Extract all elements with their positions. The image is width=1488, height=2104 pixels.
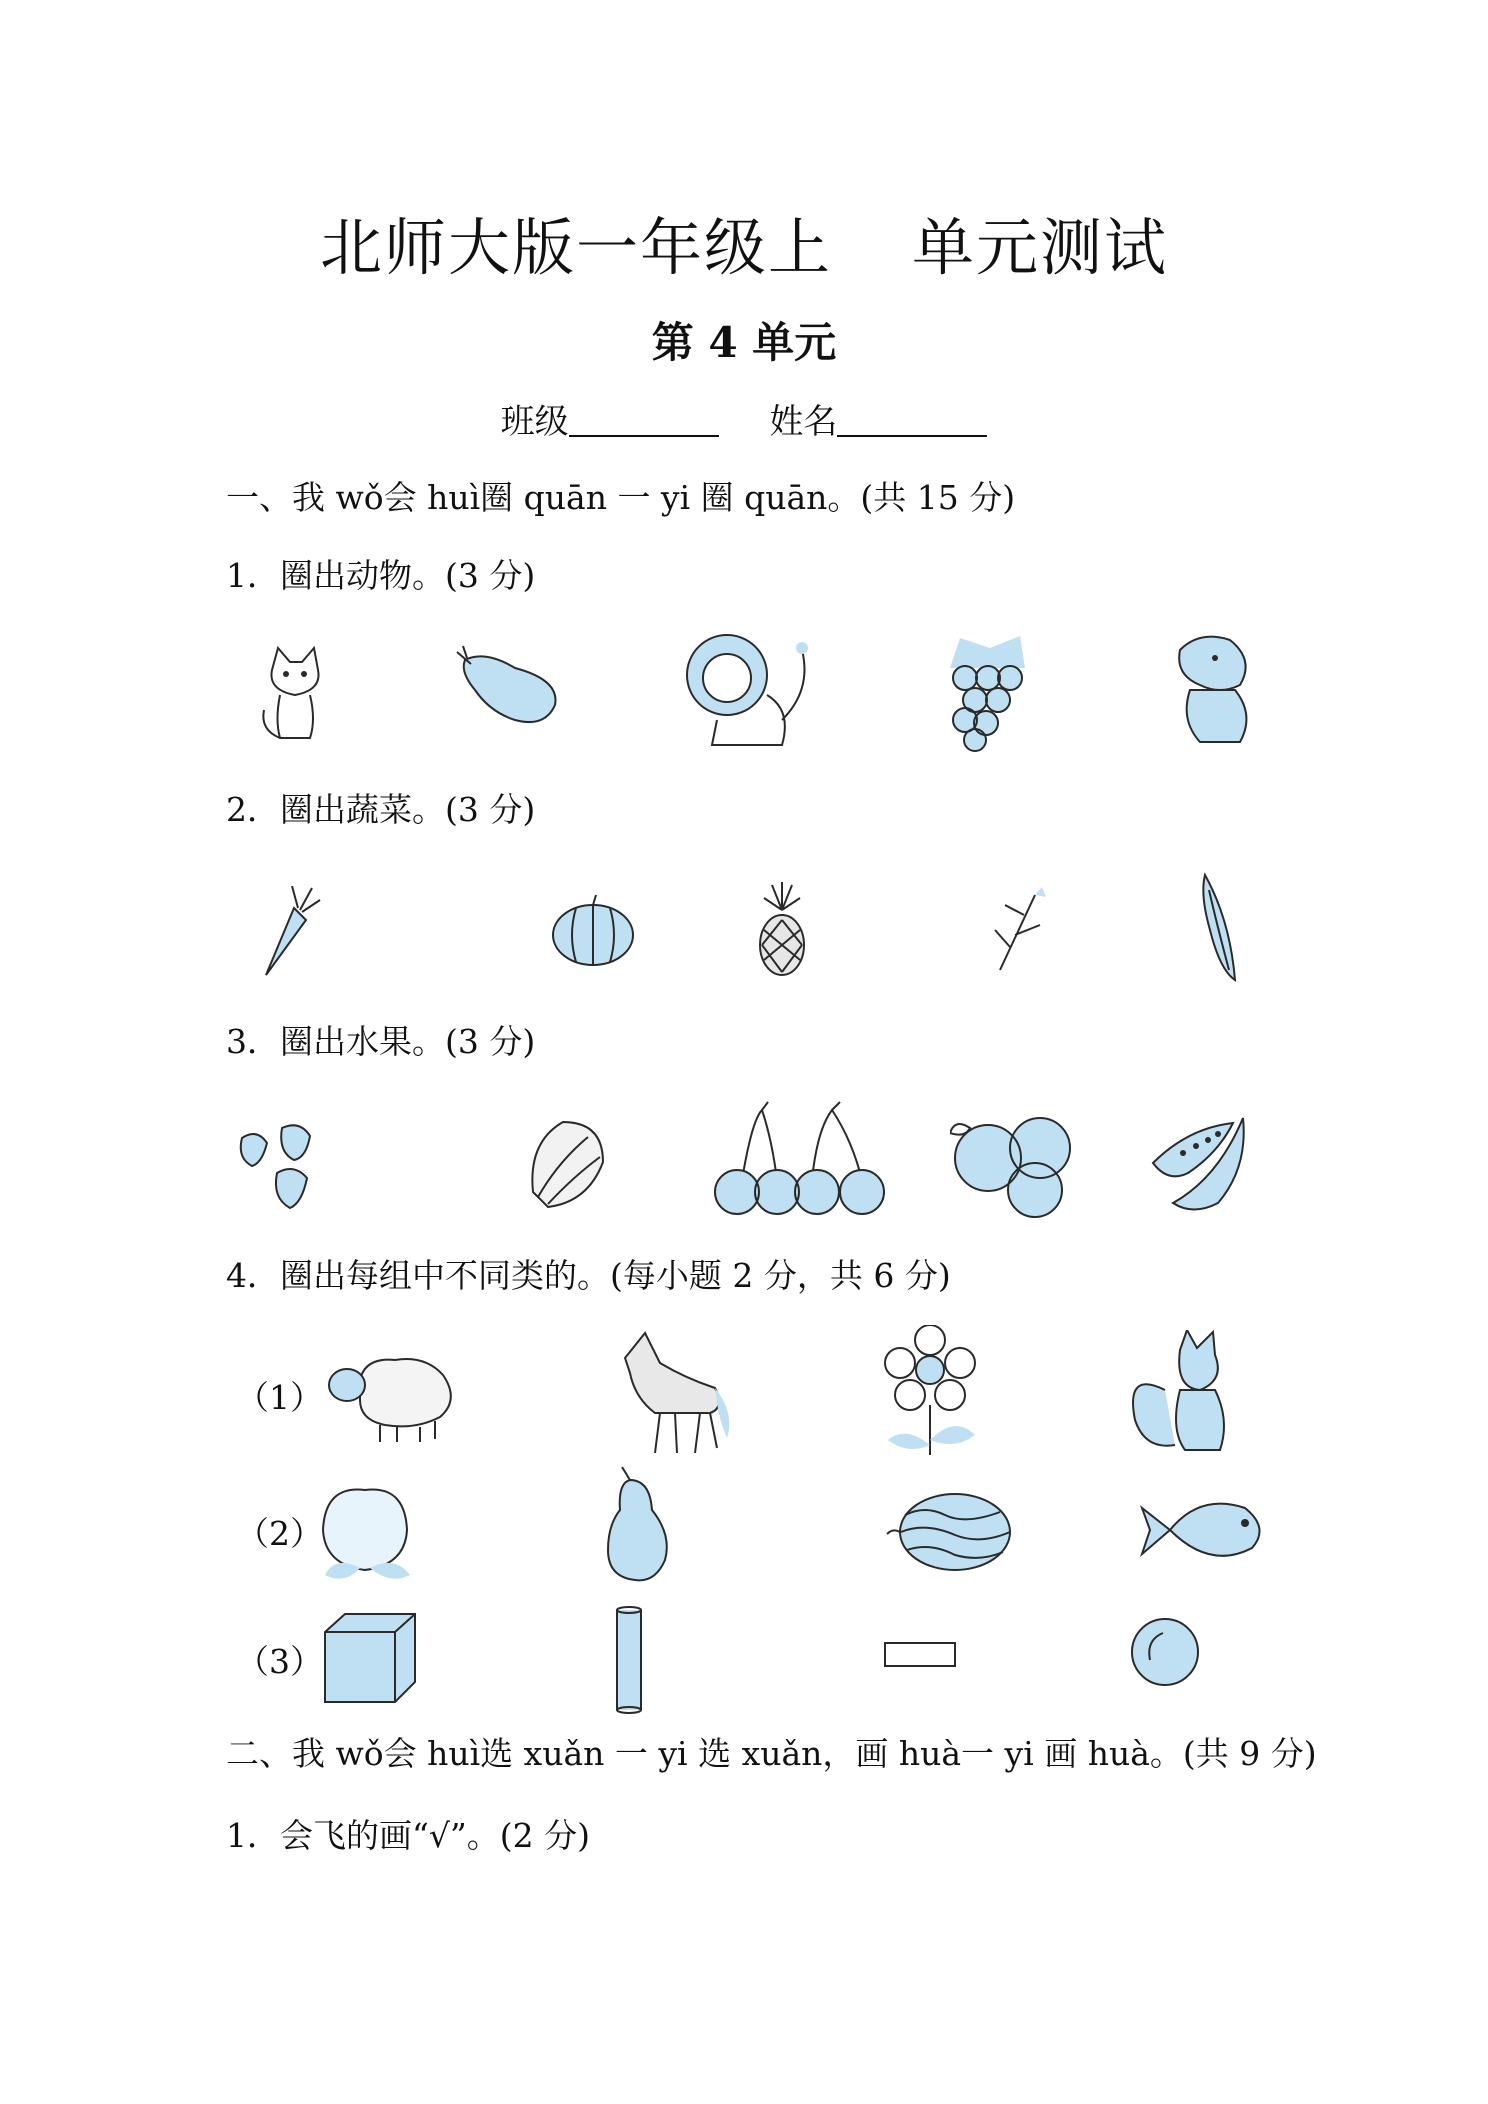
pea-pod-icon[interactable] [1148, 1108, 1253, 1218]
q2-text: 2．圈出蔬菜。(3 分) [226, 790, 536, 829]
cabbage-icon[interactable] [518, 1112, 613, 1212]
pear-icon[interactable] [600, 1465, 675, 1585]
watermelon-icon[interactable] [885, 1490, 1015, 1575]
name-blank[interactable] [837, 405, 987, 437]
cat-icon[interactable] [250, 640, 340, 745]
sheep-icon[interactable] [325, 1345, 460, 1445]
cube-icon[interactable] [320, 1612, 420, 1707]
name-label: 姓名 [769, 402, 838, 442]
pineapple-icon[interactable] [752, 880, 812, 980]
page-title [0, 198, 1488, 287]
eggplant-icon[interactable] [445, 640, 565, 730]
student-info-line [0, 394, 1488, 443]
group-label: （2） [236, 1514, 323, 1553]
lion-icon[interactable] [672, 630, 822, 750]
rectangle-icon[interactable] [883, 1640, 957, 1670]
group-label: （1） [236, 1378, 323, 1417]
q1-text: 1．圈出动物。(3 分) [226, 556, 536, 595]
q4-text: 4．圈出每组中不同类的。(每小题 2 分，共 6 分) [226, 1256, 951, 1295]
group-label: （3） [236, 1642, 323, 1681]
strawberries-icon[interactable] [232, 1118, 332, 1218]
oranges-icon[interactable] [950, 1108, 1080, 1218]
class-label: 班级 [500, 402, 569, 442]
grapes-icon[interactable] [930, 628, 1040, 753]
title-right: 单元测试 [912, 211, 1169, 284]
dog-icon[interactable] [1160, 630, 1265, 748]
peach-icon[interactable] [315, 1480, 415, 1585]
unit-subtitle: 第 4 单元 [651, 318, 837, 367]
horse-icon[interactable] [605, 1328, 735, 1458]
cylinder-icon[interactable] [612, 1605, 646, 1715]
q3-text: 3．圈出水果。(3 分) [226, 1022, 536, 1061]
carrot-icon[interactable] [252, 880, 322, 980]
squirrel-icon[interactable] [1125, 1330, 1240, 1455]
pumpkin-icon[interactable] [548, 890, 638, 970]
section1-heading: 一、我 wǒ会 huì圈 quān 一 yi 圈 quān。(共 15 分) [226, 478, 1016, 517]
section2-heading: 二、我 wǒ会 huì选 xuǎn 一 yi 选 xuǎn，画 huà一 yi 画 huà。(共 9 分) [226, 1734, 1317, 1773]
s2-q1-text: 1．会飞的画“√”。(2 分) [226, 1816, 590, 1855]
class-blank[interactable] [569, 405, 719, 437]
luffa-icon[interactable] [1195, 870, 1245, 985]
flower-icon[interactable] [880, 1325, 980, 1460]
flower-branch-icon[interactable] [990, 885, 1050, 975]
cherries-icon[interactable] [712, 1100, 892, 1220]
ball-icon[interactable] [1128, 1615, 1203, 1690]
fish-icon[interactable] [1140, 1488, 1270, 1573]
title-left: 北师大版一年级上 [319, 211, 832, 284]
